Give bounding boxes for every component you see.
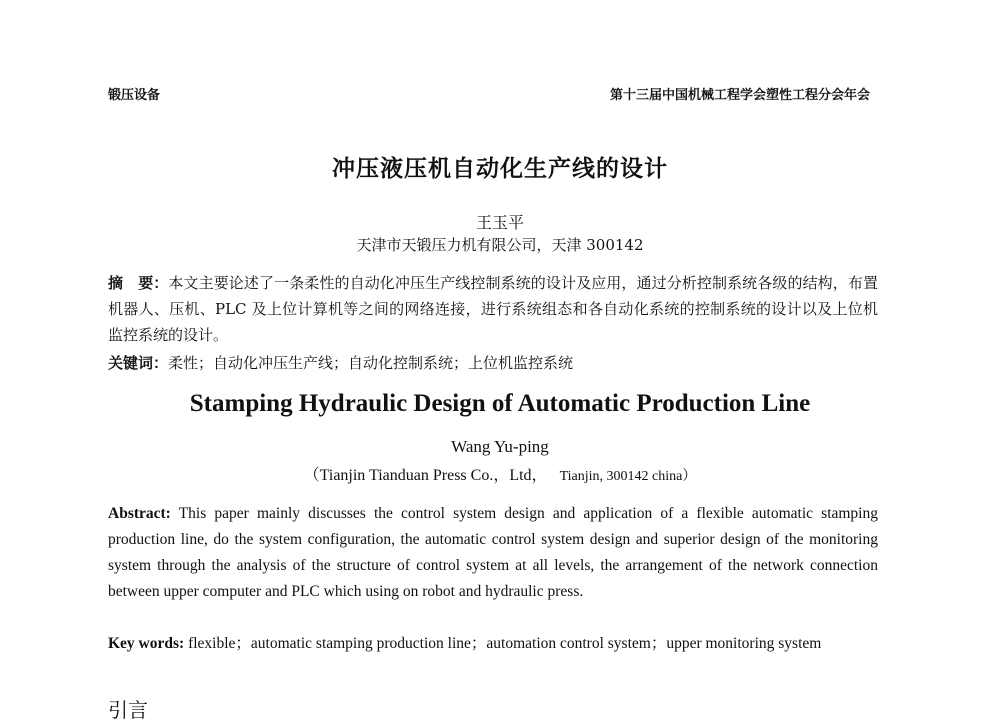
abstract-chinese [108,270,878,348]
running-header-right: 第十三届中国机械工程学会塑性工程分会年会 [609,88,870,103]
abstract-chinese-text: 本文主要论述了一条柔性的自动化冲压生产线控制系统的设计及应用，通过分析控制系统各级的结构，布置机器人、压机、PLC 及上位计算机等之间的网络连接，进行系统组态和各自动化系统的控制系统的设计以及上位机监控系统的设计。 [108,274,878,344]
keywords-chinese-text: 柔性；自动化冲压生产线；自动化控制系统；上位机监控系统 [168,354,574,372]
keywords-english-text: flexible；automatic stamping production line；automation control system；upper monitoring system [188,635,822,652]
keywords-english-label: Key words: [108,635,185,652]
keywords-chinese [108,350,878,376]
keywords-english [108,631,878,657]
author-chinese: 王玉平 [475,213,524,232]
section-heading-introduction: 引言 [108,698,148,722]
author-english: Wang Yu-ping [451,437,549,456]
abstract-chinese-label: 摘 要： [108,274,169,292]
abstract-english-text: This paper mainly discusses the control system design and application of a flexible automatic stamping production line, do the system configuration, the automatic control system design and superior design of the monitoring system through the analysis of the structure of control system at all levels, the arrangement of the network connection between upper computer and PLC which using on robot and hydraulic press. [108,505,878,600]
title-english: Stamping Hydraulic Design of Automatic Production Line [189,390,811,417]
affiliation-english [0,462,1000,485]
title-chinese: 冲压液压机自动化生产线的设计 [332,155,668,182]
affiliation-english-main: （Tianjin Tianduan Press Co.，Ltd， [303,467,548,484]
affiliation-chinese: 天津市天锻压力机有限公司，天津 300142 [356,236,644,254]
affiliation-english-tail: Tianjin, 300142 china） [559,469,697,484]
abstract-english [108,501,878,605]
running-header-left: 锻压设备 [108,88,161,103]
abstract-english-label: Abstract: [108,505,171,522]
keywords-chinese-label: 关键词： [108,354,169,372]
